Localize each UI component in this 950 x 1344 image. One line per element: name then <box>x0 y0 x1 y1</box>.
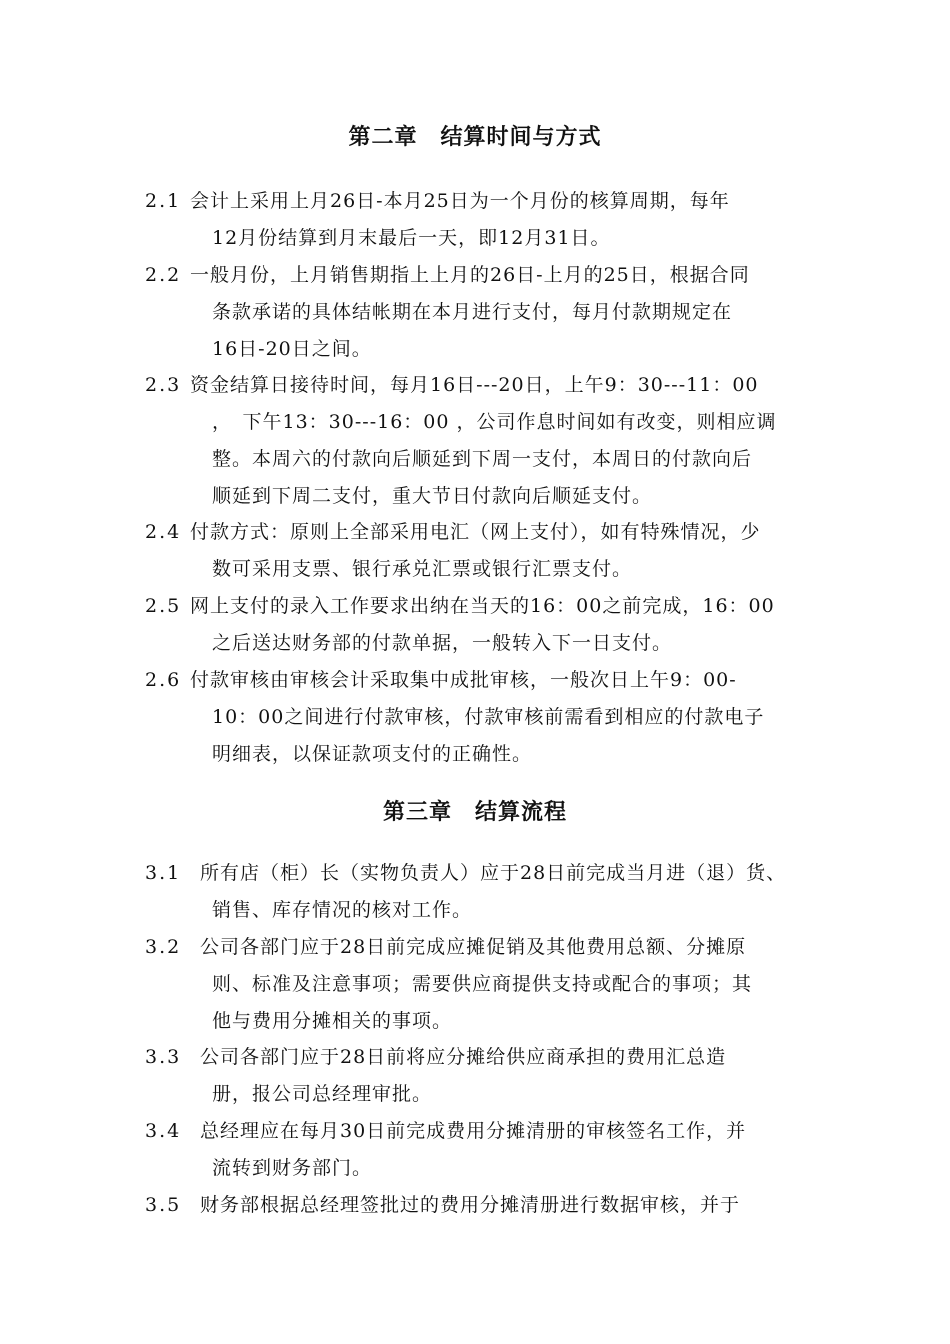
clause-number: 3.3 <box>145 1046 182 1068</box>
clause-line: 总经理应在每月30日前完成费用分摊清册的审核签名工作，并 <box>200 1120 747 1142</box>
clause-line: 一般月份，上月销售期指上上月的26日-上月的25日，根据合同 <box>190 264 750 286</box>
clause-line: ， 下午13：30---16：00 ，公司作息时间如有改变，则相应调 <box>212 411 777 433</box>
clause-line: 12月份结算到月末最后一天，即12月31日。 <box>212 227 611 249</box>
clause-line: 册，报公司总经理审批。 <box>212 1083 433 1105</box>
clause-line: 他与费用分摊相关的事项。 <box>212 1010 453 1032</box>
clause-line: 资金结算日接待时间，每月16日---20日，上午9：30---11：00 <box>190 374 759 396</box>
chapter-2-title: 第二章 结算时间与方式 <box>348 125 602 150</box>
clause-number: 2.1 <box>145 190 182 212</box>
clause-line: 明细表，以保证款项支付的正确性。 <box>212 743 533 765</box>
clause-number: 2.2 <box>145 264 182 286</box>
clause-number: 3.4 <box>145 1120 182 1142</box>
clause-line: 所有店（柜）长（实物负责人）应于28日前完成当月进（退）货、 <box>200 862 787 884</box>
clause-line: 10：00之间进行付款审核，付款审核前需看到相应的付款电子 <box>212 706 765 728</box>
clause-line: 会计上采用上月26日-本月25日为一个月份的核算周期，每年 <box>190 190 730 212</box>
clause-line: 整。本周六的付款向后顺延到下周一支付，本周日的付款向后 <box>212 448 753 470</box>
clause-line: 16日-20日之间。 <box>212 338 372 360</box>
clause-line: 公司各部门应于28日前将应分摊给供应商承担的费用汇总造 <box>200 1046 727 1068</box>
clause-line: 财务部根据总经理签批过的费用分摊清册进行数据审核，并于 <box>200 1194 741 1216</box>
clause-line: 则、标准及注意事项；需要供应商提供支持或配合的事项；其 <box>212 973 753 995</box>
clause-number: 3.1 <box>145 862 182 884</box>
clause-line: 数可采用支票、银行承兑汇票或银行汇票支付。 <box>212 558 633 580</box>
clause-line: 销售、库存情况的核对工作。 <box>212 899 473 921</box>
clause-line: 之后送达财务部的付款单据，一般转入下一日支付。 <box>212 632 673 654</box>
clause-line: 网上支付的录入工作要求出纳在当天的16：00之前完成，16：00 <box>190 595 775 617</box>
clause-number: 2.6 <box>145 669 182 691</box>
clause-line: 流转到财务部门。 <box>212 1157 373 1179</box>
clause-line: 付款审核由审核会计采取集中成批审核，一般次日上午9：00- <box>190 669 737 691</box>
clause-line: 顺延到下周二支付，重大节日付款向后顺延支付。 <box>212 485 653 507</box>
clause-line: 付款方式：原则上全部采用电汇（网上支付），如有特殊情况，少 <box>190 521 761 543</box>
clause-number: 3.5 <box>145 1194 182 1216</box>
clause-line: 条款承诺的具体结帐期在本月进行支付，每月付款期规定在 <box>212 301 733 323</box>
clause-number: 3.2 <box>145 936 182 958</box>
clause-number: 2.3 <box>145 374 182 396</box>
clause-line: 公司各部门应于28日前完成应摊促销及其他费用总额、分摊原 <box>200 936 747 958</box>
clause-number: 2.5 <box>145 595 182 617</box>
chapter-3-title: 第三章 结算流程 <box>382 800 567 825</box>
clause-number: 2.4 <box>145 521 182 543</box>
